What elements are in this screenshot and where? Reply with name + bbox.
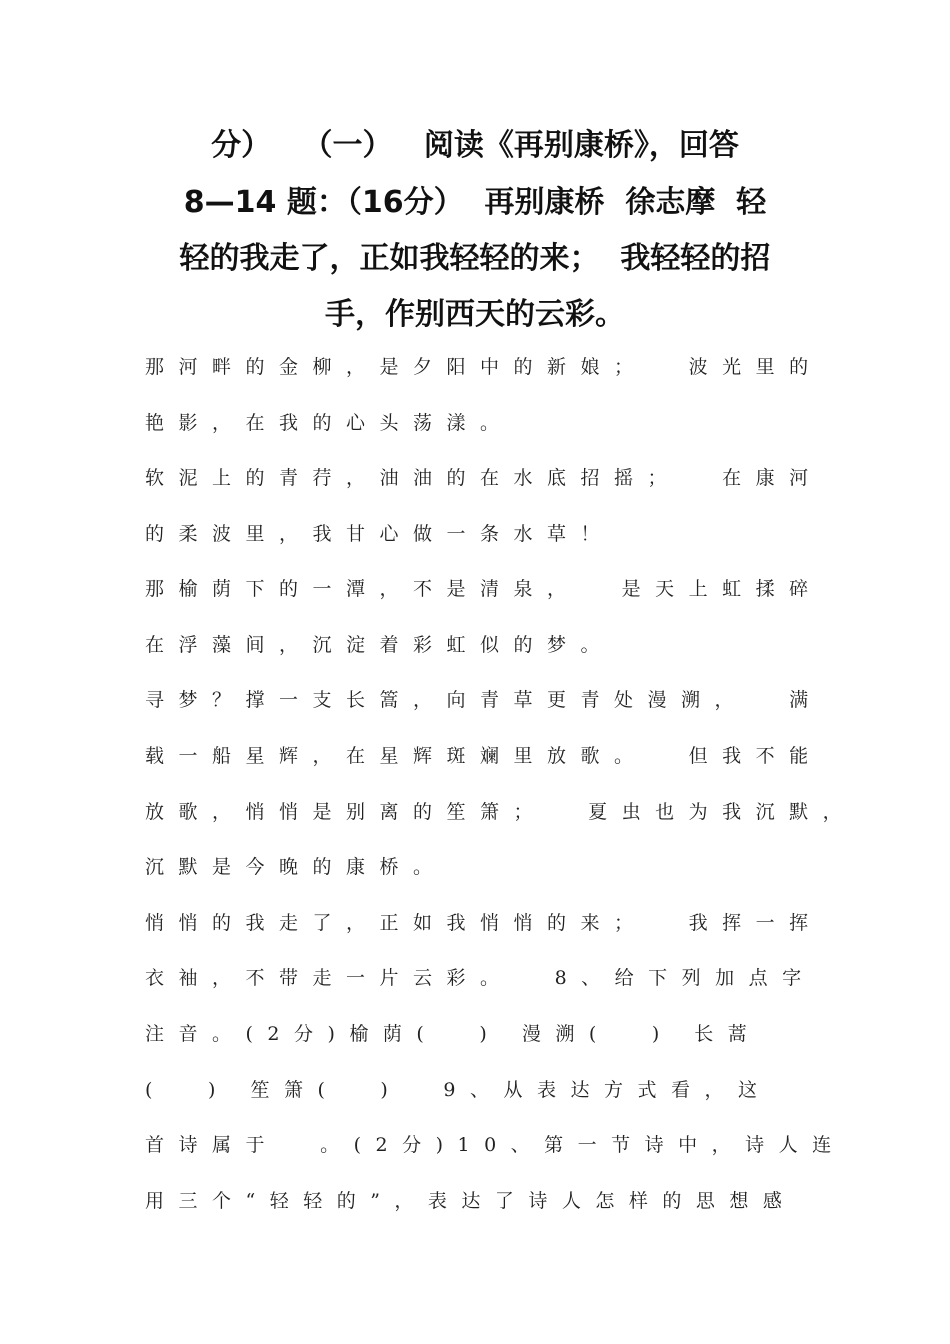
body-line: 软泥上的青荇，油油的在水底招摇； 在康河 [145,467,823,489]
body-line: 沉默是今晚的康桥。 [145,856,447,878]
body-line: 放歌，悄悄是别离的笙箫； 夏虫也为我沉默， [145,801,857,823]
body-line: 注音。(2分)榆荫( ) 漫溯( ) 长蒿 [145,1023,762,1045]
body-line: 悄悄的我走了，正如我悄悄的来； 我挥一挥 [145,912,823,934]
body-line: 艳影，在我的心头荡漾。 [145,412,514,434]
body-line: 那河畔的金柳，是夕阳中的新娘； 波光里的 [145,356,823,378]
body-line: 那榆荫下的一潭，不是清泉， 是天上虹揉碎 [145,578,823,600]
body-line: 首诗属于 。(2分)10、第一节诗中，诗人连 [145,1134,846,1156]
body-line: ( ) 笙箫( ) 9、从表达方式看，这 [145,1079,772,1101]
body-line: 衣袖，不带走一片云彩。 8、给下列加点字 [145,967,816,989]
heading-line-2: 8—14 题：（16分） 再别康桥 徐志摩 轻 [183,185,767,220]
heading-line-1: 分） （一） 阅读《再别康桥》，回答 [211,128,739,163]
body-line: 用三个“轻轻的”，表达了诗人怎样的思想感 [145,1190,797,1212]
body-line: 寻梦？撑一支长篙，向青草更青处漫溯， 满 [145,689,823,711]
body-line: 在浮藻间，沉淀着彩虹似的梦。 [145,634,615,656]
heading-line-4: 手，作别西天的云彩。 [325,297,625,332]
heading-line-3: 轻的我走了，正如我轻轻的来； 我轻轻的招 [179,241,771,276]
body-line: 载一船星辉，在星辉斑斓里放歌。 但我不能 [145,745,823,767]
body-line: 的柔波里，我甘心做一条水草！ [145,523,615,545]
